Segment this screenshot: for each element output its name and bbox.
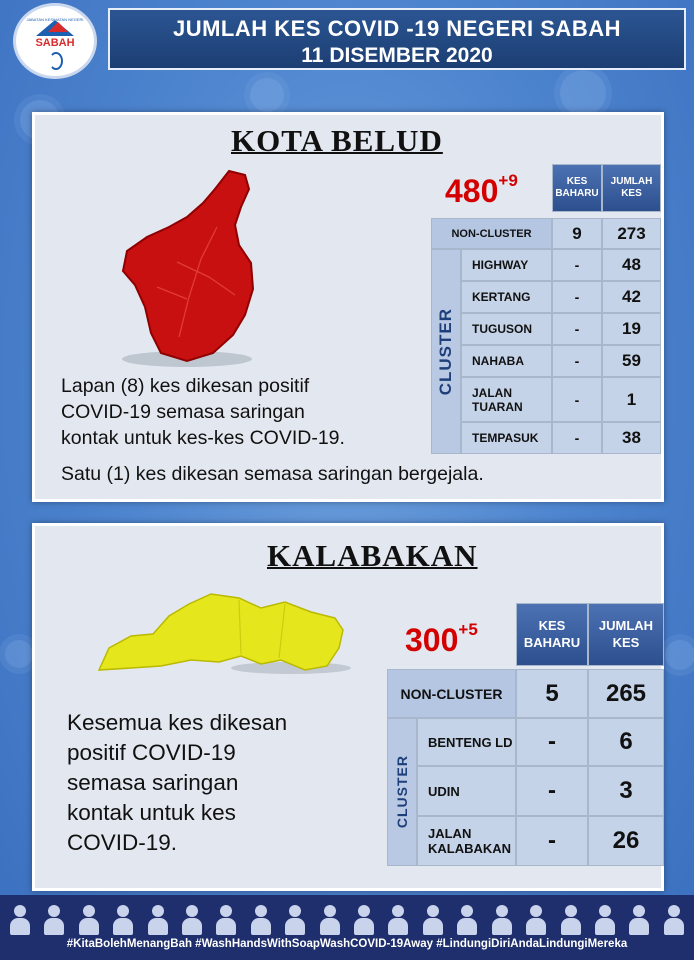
cluster-new: -	[552, 281, 602, 313]
cluster-name	[461, 377, 552, 422]
virus-decoration	[560, 70, 606, 116]
person-icon	[386, 903, 410, 935]
cluster-name-line: KALABAKAN	[428, 841, 512, 856]
person-icon	[318, 903, 342, 935]
col-header-total	[602, 164, 661, 212]
case-description	[61, 373, 345, 451]
hashtags: #KitaBolehMenangBah #WashHandsWithSoapWashCOVID-19Away #LindungiDiriAndaLindungiMereka	[66, 938, 628, 950]
person-icon	[249, 903, 273, 935]
case-description-2: Satu (1) kes dikesan semasa saringan bergejala.	[61, 463, 484, 485]
kota-belud-map	[117, 167, 257, 372]
cluster-new: -	[516, 766, 588, 816]
col-header-new	[516, 603, 588, 666]
cluster-name: UDIN	[417, 766, 516, 816]
description-line: COVID-19 semasa saringan	[61, 401, 305, 423]
description-line: Lapan (8) kes dikesan positif	[61, 375, 310, 397]
person-icon	[42, 903, 66, 935]
cluster-name: KERTANG	[461, 281, 552, 313]
col-header-line: KES	[621, 188, 642, 199]
cluster-name-line: JALAN	[428, 826, 472, 841]
logo-name: SABAH	[35, 37, 75, 49]
col-header-line: KES	[538, 618, 566, 634]
kalabakan-map	[91, 590, 361, 680]
district-title: KALABAKAN	[267, 538, 478, 573]
footer-banner	[0, 895, 694, 960]
person-icon	[180, 903, 204, 935]
person-icon	[352, 903, 376, 935]
mountain-peak-icon	[48, 22, 68, 32]
new-cases-value: +5	[458, 620, 478, 639]
kota-belud-panel	[32, 112, 664, 502]
cluster-total: 48	[602, 249, 661, 281]
header-title: JUMLAH KES COVID -19 NEGERI SABAH	[172, 16, 621, 41]
swirl-icon	[49, 52, 63, 70]
header-date: 11 DISEMBER 2020	[301, 44, 493, 67]
cluster-name	[417, 816, 516, 866]
person-icon	[524, 903, 548, 935]
new-cases-value: +9	[498, 171, 518, 190]
col-header-line: JUMLAH	[598, 618, 654, 634]
cluster-name-line: TUARAN	[472, 399, 523, 414]
description-line: COVID-19.	[67, 830, 178, 855]
cluster-total: 59	[602, 345, 661, 377]
non-cluster-new: 5	[516, 669, 588, 718]
description-line: positif COVID-19	[67, 740, 236, 765]
cluster-new: -	[552, 345, 602, 377]
cluster-total: 26	[588, 816, 664, 866]
non-cluster-total: 273	[602, 218, 661, 249]
person-icon	[421, 903, 445, 935]
cluster-name-line: JALAN	[472, 385, 513, 400]
cluster-label	[431, 249, 461, 454]
cluster-name: HIGHWAY	[461, 249, 552, 281]
total-value: 480	[445, 173, 499, 209]
col-header-line: BAHARU	[523, 634, 581, 650]
page-header	[108, 8, 686, 70]
frontliners-illustration	[8, 903, 686, 935]
person-icon	[111, 903, 135, 935]
col-header-line: KES	[566, 175, 588, 187]
person-icon	[490, 903, 514, 935]
description-line: kontak untuk kes-kes COVID-19.	[61, 427, 345, 449]
person-icon	[455, 903, 479, 935]
cluster-new: -	[516, 718, 588, 766]
cluster-label-text: CLUSTER	[394, 755, 410, 829]
person-icon	[627, 903, 651, 935]
virus-decoration	[665, 640, 694, 670]
person-icon	[214, 903, 238, 935]
col-header-total	[588, 603, 664, 666]
cluster-new: -	[552, 422, 602, 454]
col-header-line: KES	[612, 634, 640, 650]
cluster-name: BENTENG LD	[417, 718, 516, 766]
person-icon	[559, 903, 583, 935]
cluster-name: TEMPASUK	[461, 422, 552, 454]
description-line: Kesemua kes dikesan	[67, 710, 288, 735]
cluster-total: 38	[602, 422, 661, 454]
col-header-line: BAHARU	[555, 188, 599, 199]
cluster-new: -	[552, 313, 602, 345]
kalabakan-panel	[32, 523, 664, 891]
person-icon	[146, 903, 170, 935]
description-line: kontak untuk kes	[67, 800, 236, 825]
total-cases	[405, 622, 478, 659]
col-header-new	[552, 164, 602, 212]
case-description	[67, 708, 287, 858]
person-icon	[77, 903, 101, 935]
virus-decoration	[250, 78, 284, 112]
non-cluster-total: 265	[588, 669, 664, 718]
sabah-health-logo	[16, 6, 94, 76]
non-cluster-label: NON-CLUSTER	[387, 669, 516, 718]
cluster-total: 42	[602, 281, 661, 313]
total-value: 300	[405, 622, 459, 658]
cluster-name: NAHABA	[461, 345, 552, 377]
cluster-new: -	[516, 816, 588, 866]
logo-tagline: JABATAN KESIHATAN NEGERI	[26, 17, 84, 22]
cluster-total: 1	[602, 377, 661, 422]
cluster-total: 3	[588, 766, 664, 816]
district-title: KOTA BELUD	[231, 123, 443, 158]
person-icon	[8, 903, 32, 935]
virus-decoration	[5, 640, 33, 668]
person-icon	[662, 903, 686, 935]
non-cluster-new: 9	[552, 218, 602, 249]
description-line: semasa saringan	[67, 770, 239, 795]
person-icon	[283, 903, 307, 935]
total-cases	[445, 173, 518, 210]
cluster-label	[387, 718, 417, 866]
cluster-label-text: CLUSTER	[436, 307, 455, 396]
cluster-new: -	[552, 249, 602, 281]
person-icon	[593, 903, 617, 935]
cluster-name: TUGUSON	[461, 313, 552, 345]
cluster-total: 6	[588, 718, 664, 766]
cluster-new: -	[552, 377, 602, 422]
col-header-line: JUMLAH	[610, 175, 653, 187]
cluster-total: 19	[602, 313, 661, 345]
non-cluster-label: NON-CLUSTER	[431, 218, 552, 249]
